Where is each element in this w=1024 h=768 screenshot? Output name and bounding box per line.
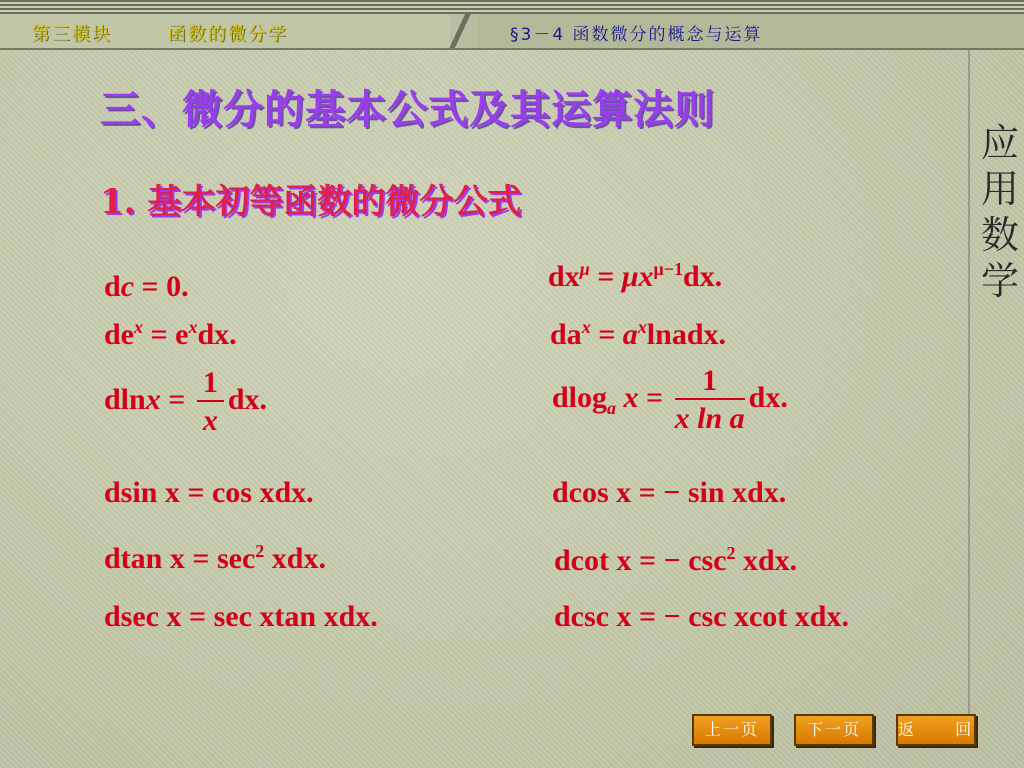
back-button[interactable]: 返 回 <box>896 714 976 746</box>
fraction: $\frac{1}{x}$ <box>197 368 224 436</box>
fraction: $\frac{1}{\text{x ln a}}$ <box>674 364 745 435</box>
formula-dsin: dsin x = cos xdx. <box>104 476 314 509</box>
prev-page-button[interactable]: 上一页 <box>692 714 772 746</box>
topic-label: 函数的微分学 <box>168 24 288 45</box>
formula-dcot: dcot x = − $\csc^2$ xdx. <box>554 543 798 577</box>
header-bar <box>0 14 1024 48</box>
formula-dcsc: dcsc x = − csc xcot xdx. <box>554 600 849 633</box>
formula-da-x: $da^x$ = $a^xlnadx$. <box>550 317 727 351</box>
sidebar-divider <box>968 50 970 740</box>
sidebar-char: 应 <box>980 121 1019 165</box>
module-label: 第三模块 <box>32 24 112 45</box>
next-page-button[interactable]: 下一页 <box>794 714 874 746</box>
formula-dx-mu: $dx^\mu = \mu x^{\mu-1}dx$. <box>548 259 723 293</box>
sidebar-char: 学 <box>980 259 1019 303</box>
top-stripes <box>0 0 1024 14</box>
sidebar-char: 用 <box>980 167 1019 211</box>
formula-dc: dc = 0. <box>104 270 189 303</box>
section-label: §3－4 函数微分的概念与运算 <box>510 25 763 45</box>
formula-de-x: $de^x = e^xdx$. <box>104 317 237 351</box>
sidebar-char: 数 <box>980 213 1019 257</box>
page-title: 三、微分的基本公式及其运算法则 <box>100 87 715 133</box>
header-divider <box>440 14 480 48</box>
formula-dln-x: dlnx = $\frac{1}{x}$ dx. <box>104 366 268 437</box>
formula-dcos: dcos x = − sin xdx. <box>552 476 787 509</box>
formula-dlog-a: dlog$_a$ x = $\frac{1}{\text{x ln a}}$ dx. <box>552 364 788 435</box>
header-underline <box>0 48 1024 50</box>
sidebar-label <box>978 120 1022 304</box>
section-subtitle: 1. 基本初等函数的微分公式 <box>100 182 522 222</box>
formula-dtan: dtan $x = \sec^2$ xdx. <box>104 541 326 575</box>
formula-dsec: dsec x = sec xtan xdx. <box>104 600 378 633</box>
